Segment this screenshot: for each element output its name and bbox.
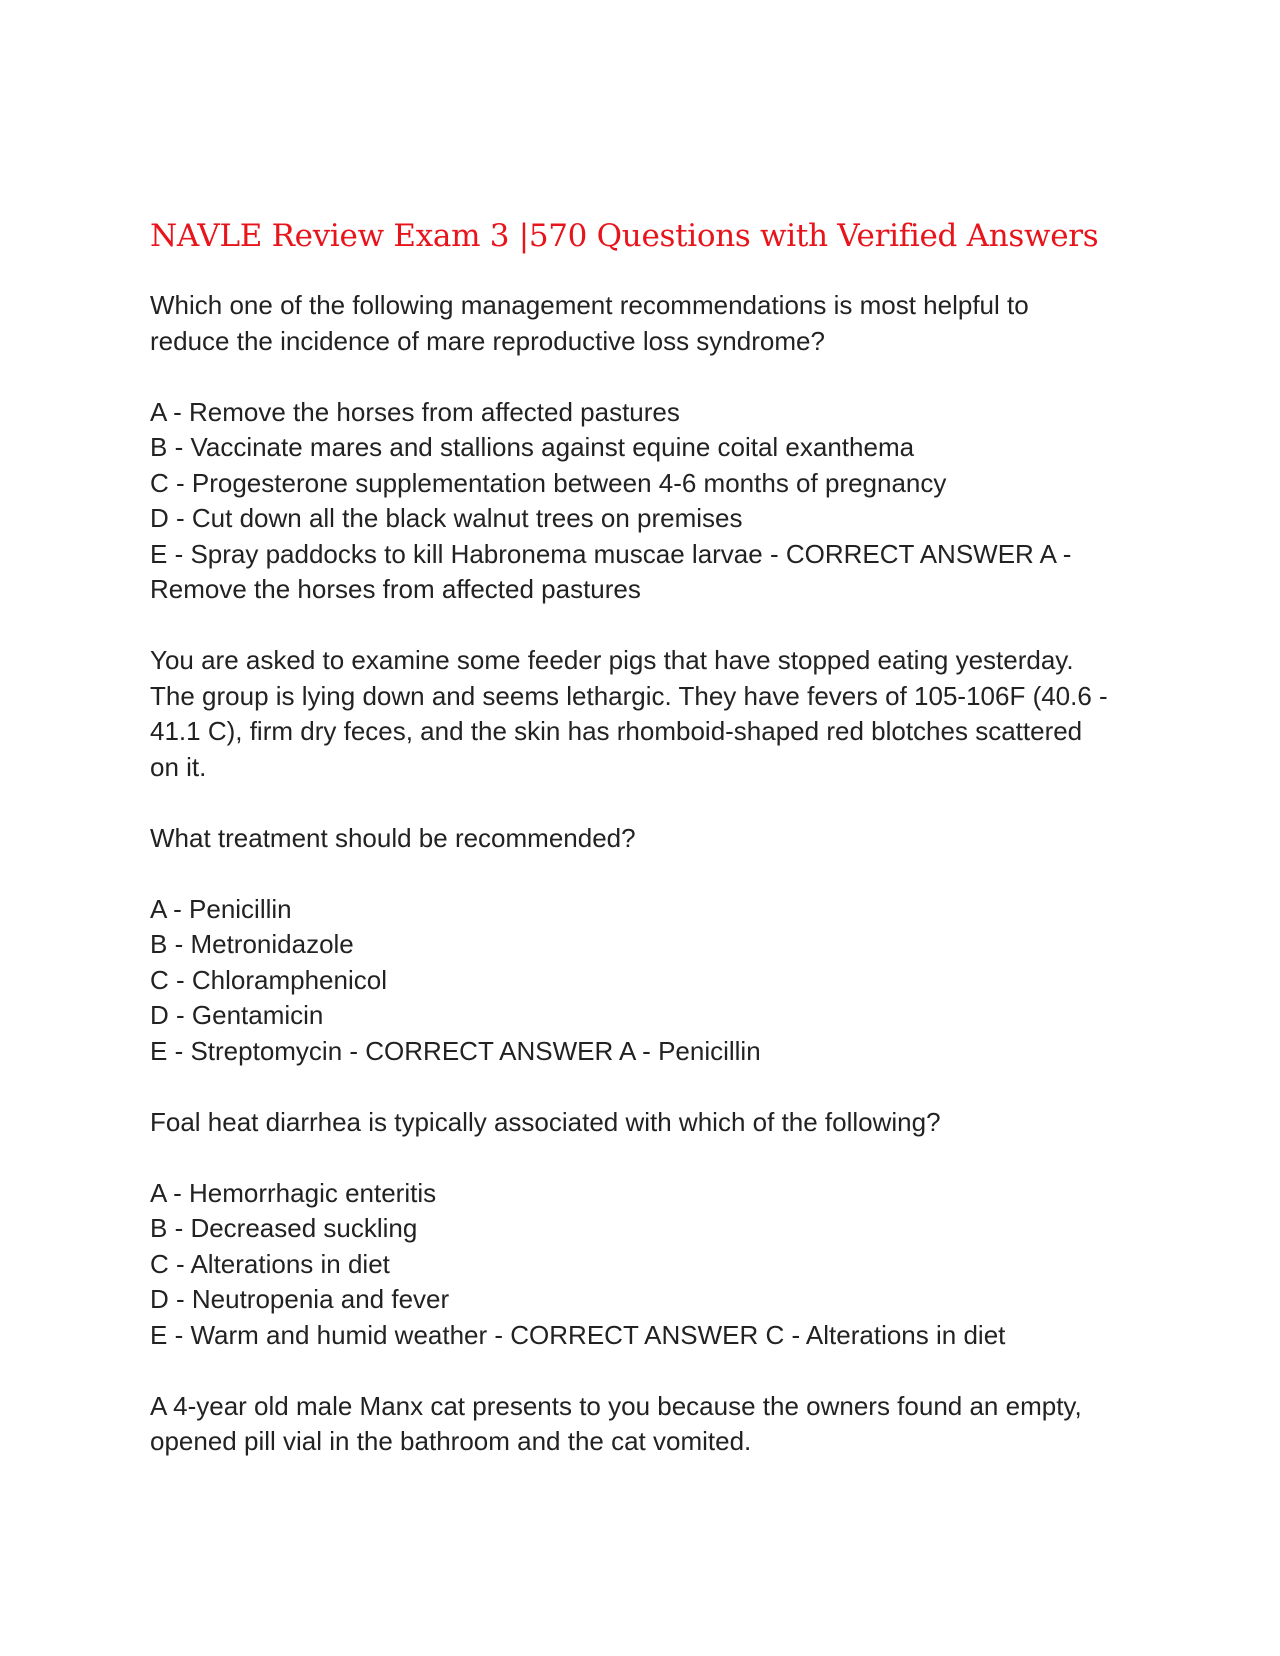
text-line: 41.1 C), firm dry feces, and the skin has rhomboid-shaped red blotches scattered (150, 716, 1083, 746)
document-body (150, 216, 1140, 1495)
text-line: You are asked to examine some feeder pigs that have stopped eating yesterday. (150, 645, 1074, 675)
option-line: B - Metronidazole (150, 929, 354, 959)
question-2-stem (150, 643, 1140, 785)
option-line: C - Chloramphenicol (150, 964, 387, 995)
question-3-options (150, 1176, 1140, 1354)
option-line: D - Neutropenia and fever (150, 1284, 450, 1314)
option-line: D - Cut down all the black walnut trees on premises (150, 503, 743, 533)
question-1-stem (150, 288, 1140, 359)
text-line: reduce the incidence of mare reproductive loss syndrome? (150, 325, 825, 356)
text-line: A 4-year old male Manx cat presents to you because the owners found an empty, (150, 1390, 1082, 1421)
question-2-options (150, 892, 1140, 1070)
option-line: C - Alterations in diet (150, 1248, 390, 1279)
option-line: E - Spray paddocks to kill Habronema muscae larvae - CORRECT ANSWER A - (150, 538, 1072, 569)
option-line: E - Warm and humid weather - CORRECT ANSWER C - Alterations in diet (150, 1319, 1006, 1350)
option-line: A - Penicillin (150, 893, 292, 924)
question-4-stem (150, 1389, 1140, 1460)
question-2-prompt (150, 821, 1140, 857)
question-1-options (150, 395, 1140, 608)
text-line: Foal heat diarrhea is typically associated with which of the following? (150, 1106, 941, 1137)
option-line: A - Hemorrhagic enteritis (150, 1177, 437, 1208)
document-title: NAVLE Review Exam 3 |570 Questions with Verified Answers (150, 218, 1099, 254)
option-line: B - Decreased suckling (150, 1213, 418, 1243)
text-line: opened pill vial in the bathroom and the cat vomited. (150, 1426, 752, 1456)
text-line: Which one of the following management recommendations is most helpful to (150, 290, 1029, 320)
option-line: D - Gentamicin (150, 1000, 324, 1030)
option-line: B - Vaccinate mares and stallions against equine coital exanthema (150, 432, 915, 462)
question-3-stem (150, 1105, 1140, 1141)
text-line: The group is lying down and seems lethargic. They have fevers of 105-106F (40.6 - (150, 680, 1108, 711)
text-line: on it. (150, 751, 207, 782)
option-line: C - Progesterone supplementation between 4-6 months of pregnancy (150, 467, 947, 498)
option-line: E - Streptomycin - CORRECT ANSWER A - Penicillin (150, 1035, 761, 1066)
answer-line: Remove the horses from affected pastures (150, 574, 641, 604)
option-line: A - Remove the horses from affected pastures (150, 396, 680, 427)
text-line: What treatment should be recommended? (150, 822, 636, 853)
